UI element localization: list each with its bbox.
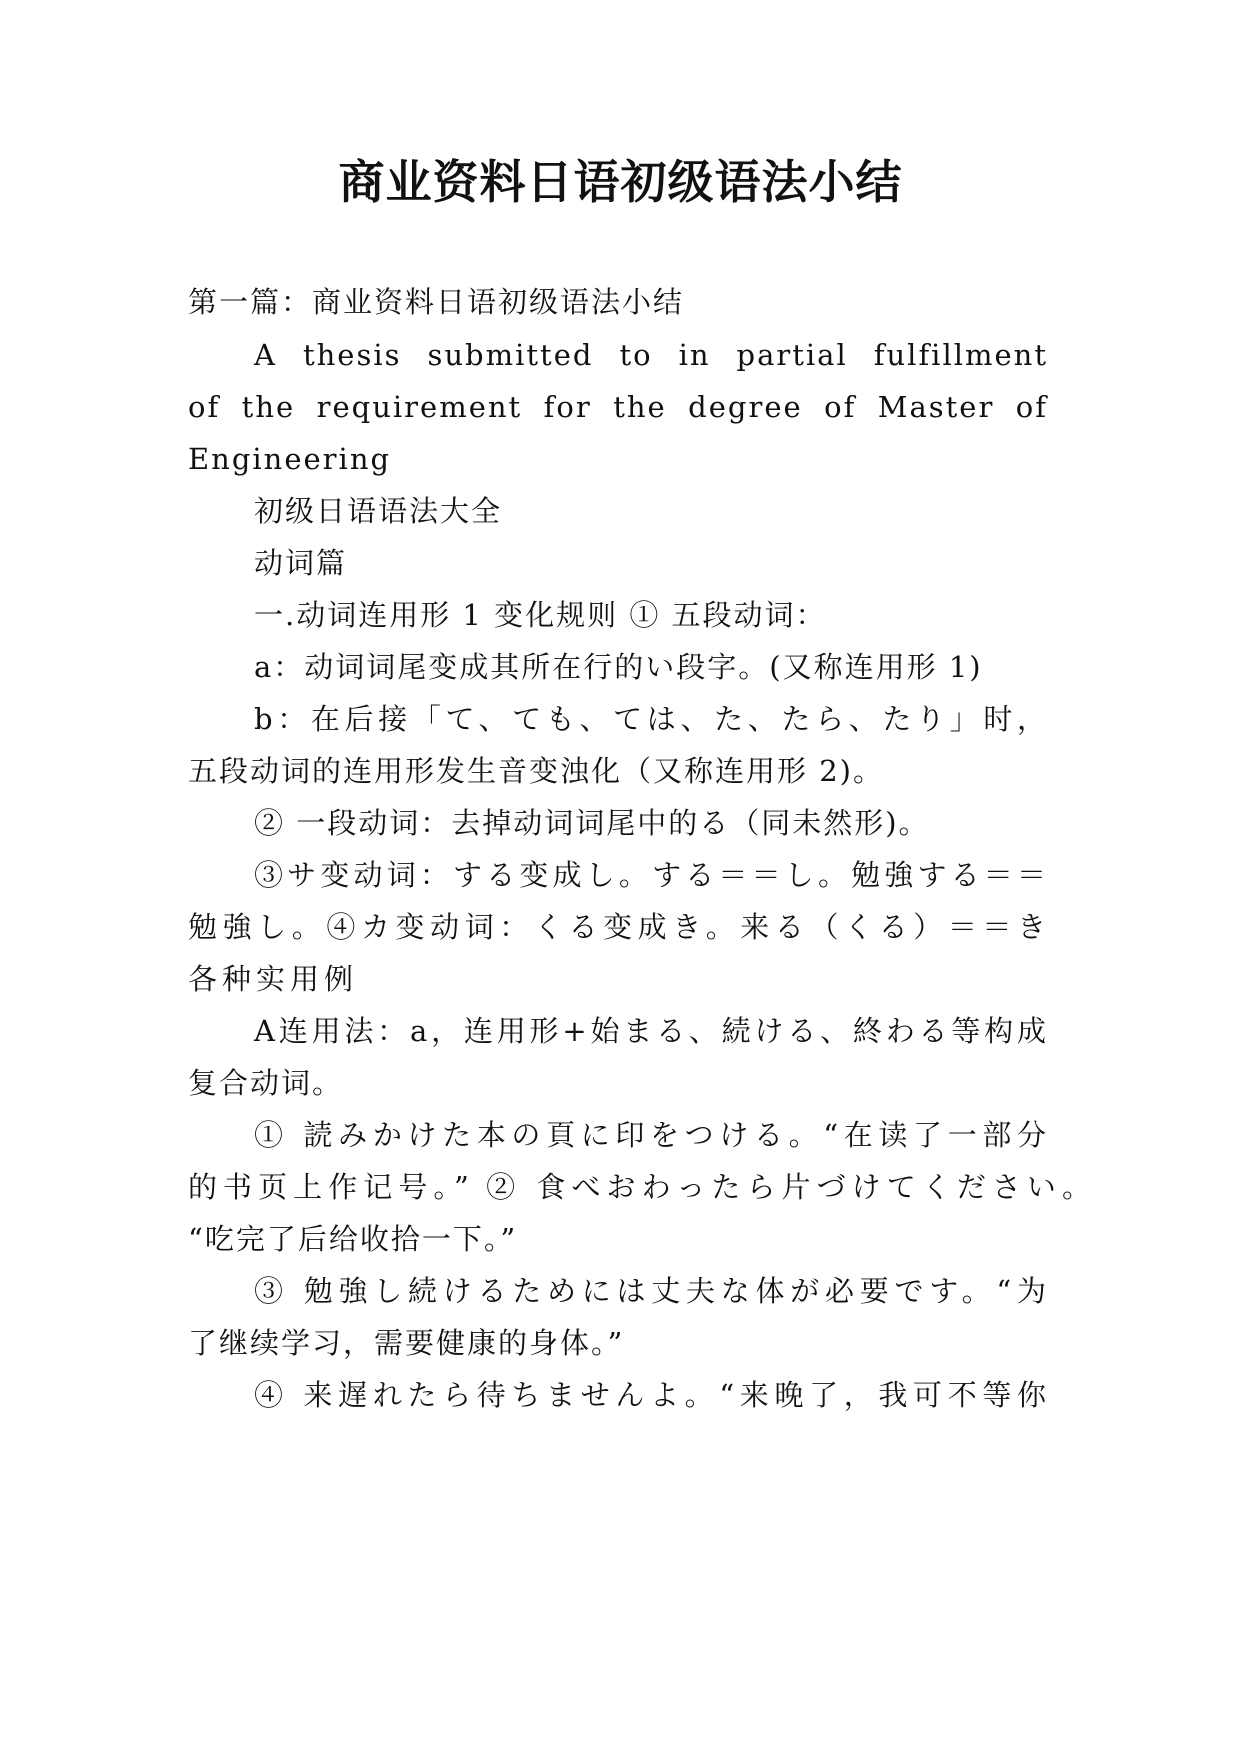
text-line: of the requirement for the degree of Master of xyxy=(188,390,1048,424)
document-title: 商业资料日语初级语法小结 xyxy=(338,155,903,209)
text-line: b：在后接「て、ても、ては、た、たら、たり」时， xyxy=(254,702,1048,736)
text-line: 初级日语语法大全 xyxy=(254,494,503,528)
text-line: “吃完了后给收拾一下。” xyxy=(188,1222,518,1256)
text-line: A thesis submitted to in partial fulfillment xyxy=(254,338,1048,372)
text-line: 勉強し。④カ变动词：くる变成き。来る（くる）＝＝き xyxy=(188,910,1048,944)
text-line: Engineering xyxy=(188,442,392,476)
text-line: ④ 来遅れたら待ちませんよ。“来晚了，我可不等你 xyxy=(254,1378,1048,1412)
text-line: A连用法：a，连用形+始まる、続ける、終わる等构成 xyxy=(254,1014,1048,1048)
text-line: 一.动词连用形 1 变化规则 ① 五段动词： xyxy=(254,598,827,632)
text-line: ① 読みかけた本の頁に印をつける。“在读了一部分 xyxy=(254,1118,1048,1152)
text-line: 五段动词的连用形发生音变浊化（又称连用形 2)。 xyxy=(188,754,884,788)
text-line: 的书页上作记号。” ② 食べおわったら片づけてください。 xyxy=(188,1170,1093,1204)
text-line: 复合动词。 xyxy=(188,1066,344,1100)
text-line: 动词篇 xyxy=(254,546,348,580)
text-line: 了继续学习，需要健康的身体。” xyxy=(188,1326,625,1360)
text-line: ③ 勉強し続けるためには丈夫な体が必要です。“为 xyxy=(254,1274,1048,1308)
text-line: 各种实用例 xyxy=(188,962,359,996)
text-line: a：动词词尾变成其所在行的い段字。(又称连用形 1) xyxy=(254,650,983,684)
text-line: 第一篇：商业资料日语初级语法小结 xyxy=(188,285,685,319)
text-line: ③サ变动词：する变成し。する＝＝し。勉強する＝＝ xyxy=(254,858,1048,892)
text-line: ② 一段动词：去掉动词词尾中的る（同未然形)。 xyxy=(254,806,930,840)
